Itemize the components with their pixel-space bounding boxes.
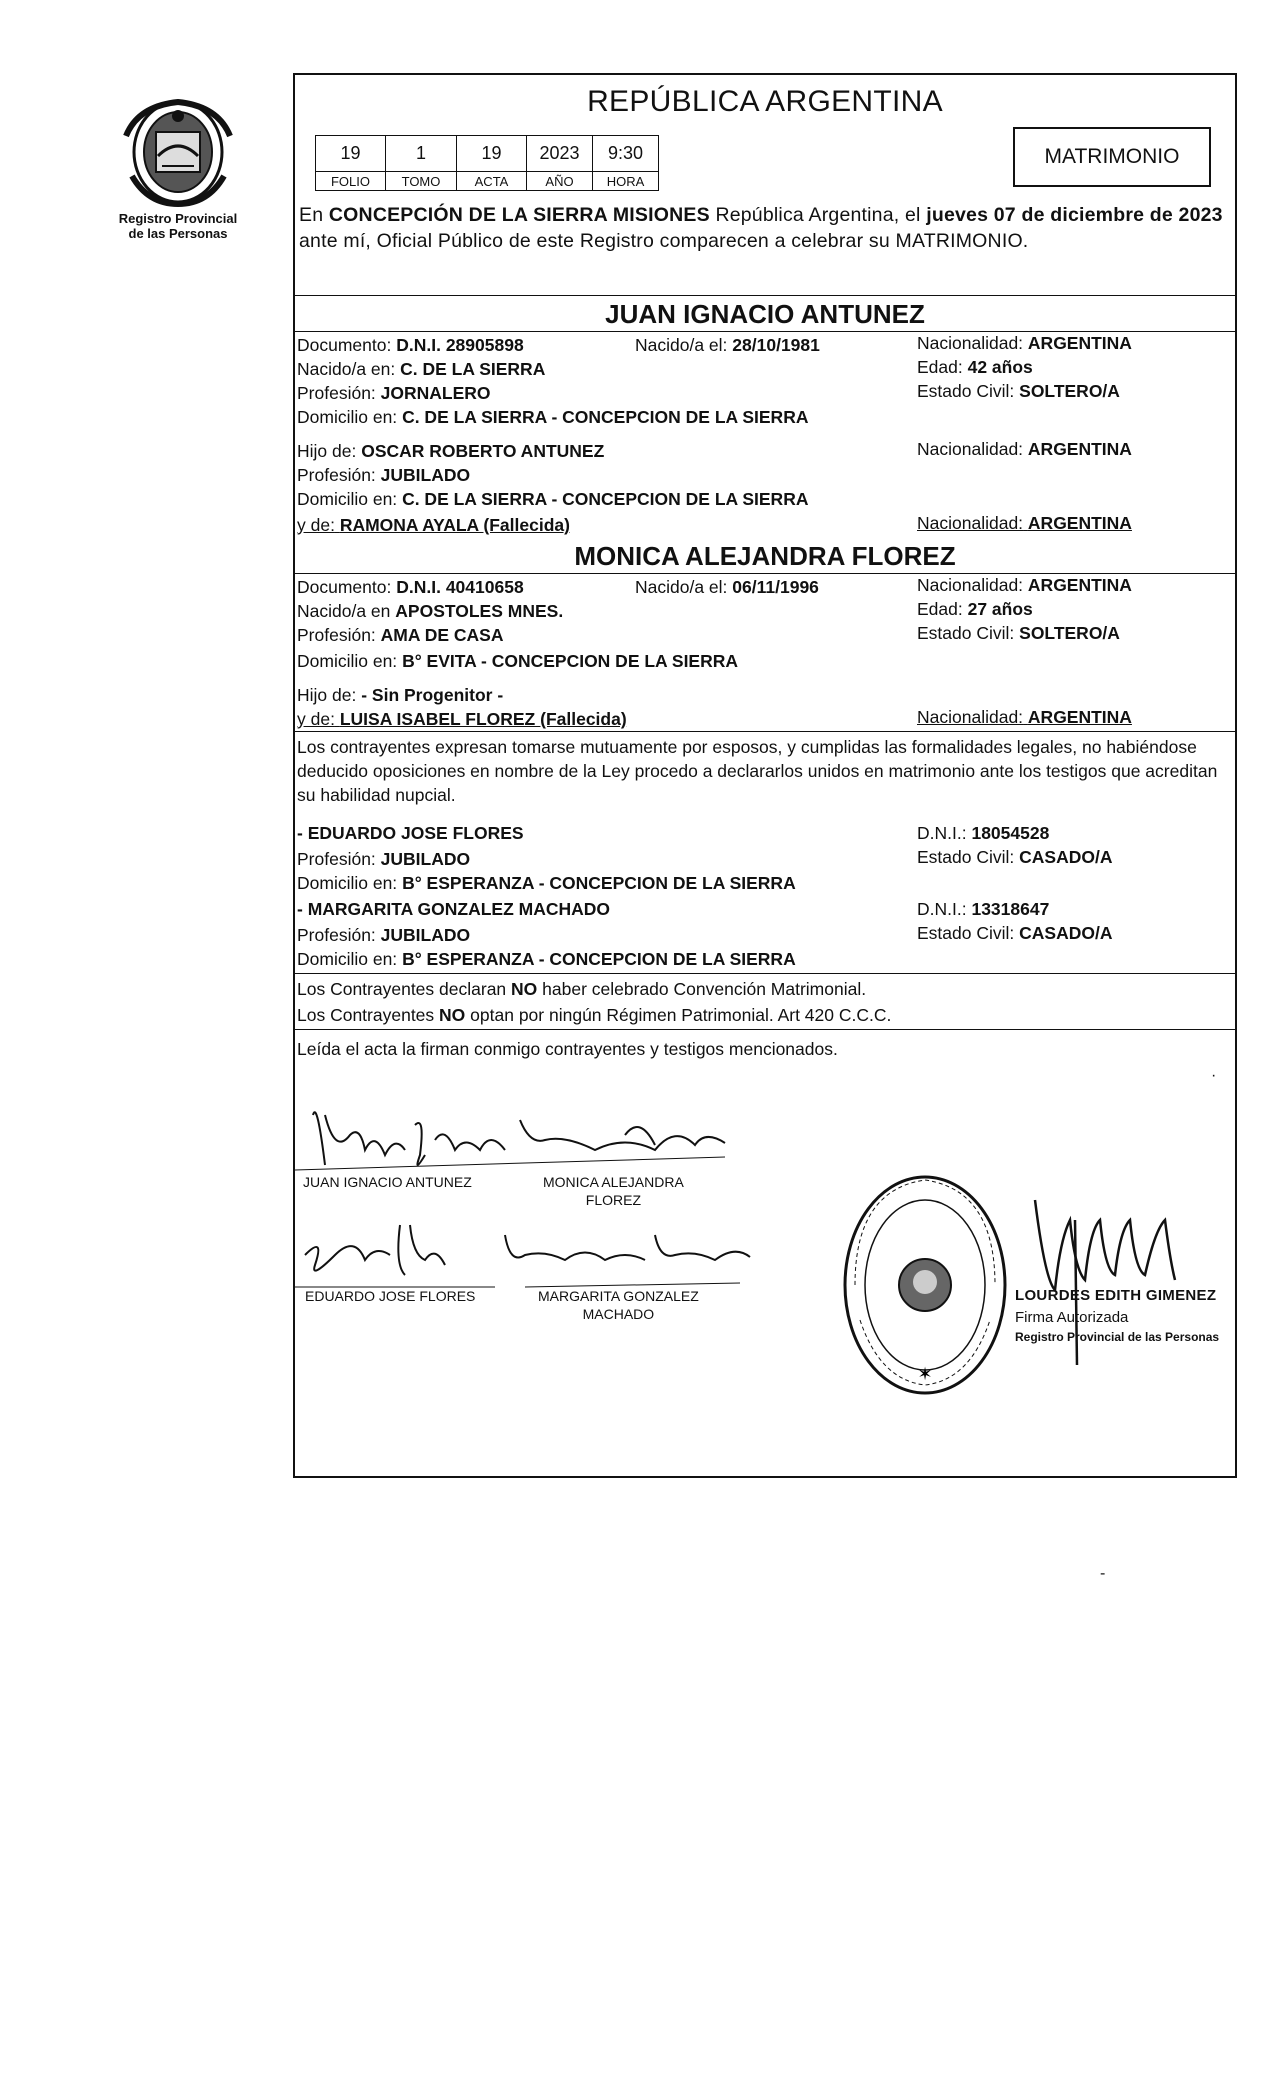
witness2-profession: Profesión: JUBILADO	[297, 925, 471, 945]
anio-value: 2023	[527, 136, 593, 172]
certificate-frame	[293, 73, 1237, 1478]
witness1-profession: Profesión: JUBILADO	[297, 849, 471, 869]
couple-signatures	[295, 1095, 735, 1185]
bride-document: Documento: D.N.I. 40410658	[297, 577, 524, 597]
svg-text:✶: ✶	[917, 1364, 933, 1385]
anio-label: AÑO	[527, 172, 593, 191]
bride-profession: Profesión: AMA DE CASA	[297, 625, 504, 645]
stray-mark: ·	[1211, 1067, 1217, 1084]
witness2-civil-status: Estado Civil: CASADO/A	[917, 923, 1113, 943]
groom-father-profession: Profesión: JUBILADO	[297, 465, 471, 485]
authority-role: Firma Autorizada	[1015, 1308, 1129, 1326]
witness2-dni: D.N.I.: 13318647	[917, 899, 1050, 919]
official-seal-icon	[840, 1170, 1010, 1400]
record-meta-table	[315, 135, 659, 191]
groom-signature-label: JUAN IGNACIO ANTUNEZ	[303, 1174, 472, 1190]
hora-label: HORA	[593, 172, 659, 191]
groom-birth-place: Nacido/a en: C. DE LA SIERRA	[297, 359, 546, 379]
groom-address: Domicilio en: C. DE LA SIERRA - CONCEPCION DE LA SIERRA	[297, 407, 809, 427]
groom-profession: Profesión: JORNALERO	[297, 383, 491, 403]
bride-nationality: Nacionalidad: ARGENTINA	[917, 575, 1132, 595]
witness2-name: - MARGARITA GONZALEZ MACHADO	[297, 899, 611, 919]
bride-father: Hijo de: - Sin Progenitor -	[297, 685, 504, 705]
provincial-crest-icon	[118, 96, 238, 208]
groom-father: Hijo de: OSCAR ROBERTO ANTUNEZ	[297, 441, 605, 461]
convention-line-2: Los Contrayentes NO optan por ningún Régimen Patrimonial. Art 420 C.C.C.	[297, 1005, 892, 1025]
witness2-signature-label: MARGARITA GONZALEZ MACHADO	[538, 1288, 699, 1323]
bride-birth-place: Nacido/a en APOSTOLES MNES.	[297, 601, 564, 621]
bride-address: Domicilio en: B° EVITA - CONCEPCION DE LA SIERRA	[297, 651, 739, 671]
record-type-box: MATRIMONIO	[1013, 127, 1211, 187]
folio-label: FOLIO	[316, 172, 386, 191]
witness1-dni: D.N.I.: 18054528	[917, 823, 1050, 843]
acta-label: ACTA	[457, 172, 527, 191]
intro-paragraph: En CONCEPCIÓN DE LA SIERRA MISIONES República Argentina, el jueves 07 de diciembre de 2023 ante mí, Oficial Público de este Registro comparecen a celebrar su MATRIMONIO.	[299, 204, 1223, 252]
groom-mother-nationality: Nacionalidad: ARGENTINA	[917, 513, 1132, 533]
tomo-label: TOMO	[386, 172, 457, 191]
intro-place: CONCEPCIÓN DE LA SIERRA MISIONES	[328, 204, 710, 226]
declaration-paragraph: Los contrayentes expresan tomarse mutuamente por esposos, y cumplidas las formalidades legales, no habiéndose deducido oposiciones en nombre de la Ley procedo a declararlos unidos en matrimonio ante los testigos que acreditan su habilidad nupcial.	[297, 737, 1218, 806]
hora-value: 9:30	[593, 136, 659, 172]
witness1-address: Domicilio en: B° ESPERANZA - CONCEPCION DE LA SIERRA	[297, 873, 796, 893]
authority-name: LOURDES EDITH GIMENEZ	[1015, 1287, 1217, 1304]
divider	[295, 731, 1235, 732]
groom-civil-status: Estado Civil: SOLTERO/A	[917, 381, 1120, 401]
groom-father-nationality: Nacionalidad: ARGENTINA	[917, 439, 1132, 459]
groom-nationality: Nacionalidad: ARGENTINA	[917, 333, 1132, 353]
groom-name-heading: JUAN IGNACIO ANTUNEZ	[605, 299, 925, 329]
bride-name-heading: MONICA ALEJANDRA FLOREZ	[574, 541, 956, 571]
bride-civil-status: Estado Civil: SOLTERO/A	[917, 623, 1120, 643]
witness2-address: Domicilio en: B° ESPERANZA - CONCEPCION DE LA SIERRA	[297, 949, 796, 969]
intro-date: jueves 07 de diciembre de 2023	[926, 204, 1223, 226]
bride-signature-label: MONICA ALEJANDRA FLOREZ	[543, 1174, 684, 1209]
groom-age: Edad: 42 años	[917, 357, 1033, 377]
bride-mother: y de: LUISA ISABEL FLOREZ (Fallecida)	[297, 709, 627, 729]
bride-birth-date: Nacido/a el: 06/11/1996	[635, 577, 819, 597]
authority-block	[1015, 1285, 1219, 1346]
divider	[295, 973, 1235, 974]
groom-mother: y de: RAMONA AYALA (Fallecida)	[297, 515, 570, 535]
divider	[295, 295, 1235, 296]
logo-caption: Registro Provincial de las Personas	[118, 211, 238, 241]
closing-statement: Leída el acta la firman conmigo contrayentes y testigos mencionados.	[297, 1039, 838, 1059]
bride-mother-nationality: Nacionalidad: ARGENTINA	[917, 707, 1132, 727]
witness-signatures	[295, 1205, 755, 1295]
document-title: REPÚBLICA ARGENTINA	[587, 85, 943, 118]
bride-age: Edad: 27 años	[917, 599, 1033, 619]
groom-document: Documento: D.N.I. 28905898	[297, 335, 524, 355]
tomo-value: 1	[386, 136, 457, 172]
witness1-name: - EDUARDO JOSE FLORES	[297, 823, 524, 843]
authority-registry: Registro Provincial de las Personas	[1015, 1329, 1220, 1344]
acta-value: 19	[457, 136, 527, 172]
groom-birth-date: Nacido/a el: 28/10/1981	[635, 335, 820, 355]
witness1-civil-status: Estado Civil: CASADO/A	[917, 847, 1113, 867]
registry-logo	[108, 96, 248, 242]
folio-value: 19	[316, 136, 386, 172]
divider	[295, 1029, 1235, 1030]
divider	[295, 573, 1235, 574]
groom-father-address: Domicilio en: C. DE LA SIERRA - CONCEPCION DE LA SIERRA	[297, 489, 809, 509]
divider	[295, 331, 1235, 332]
convention-line-1: Los Contrayentes declaran NO haber celebrado Convención Matrimonial.	[297, 979, 867, 999]
witness1-signature-label: EDUARDO JOSE FLORES	[305, 1288, 476, 1304]
stray-mark: -	[1100, 1565, 1106, 1582]
